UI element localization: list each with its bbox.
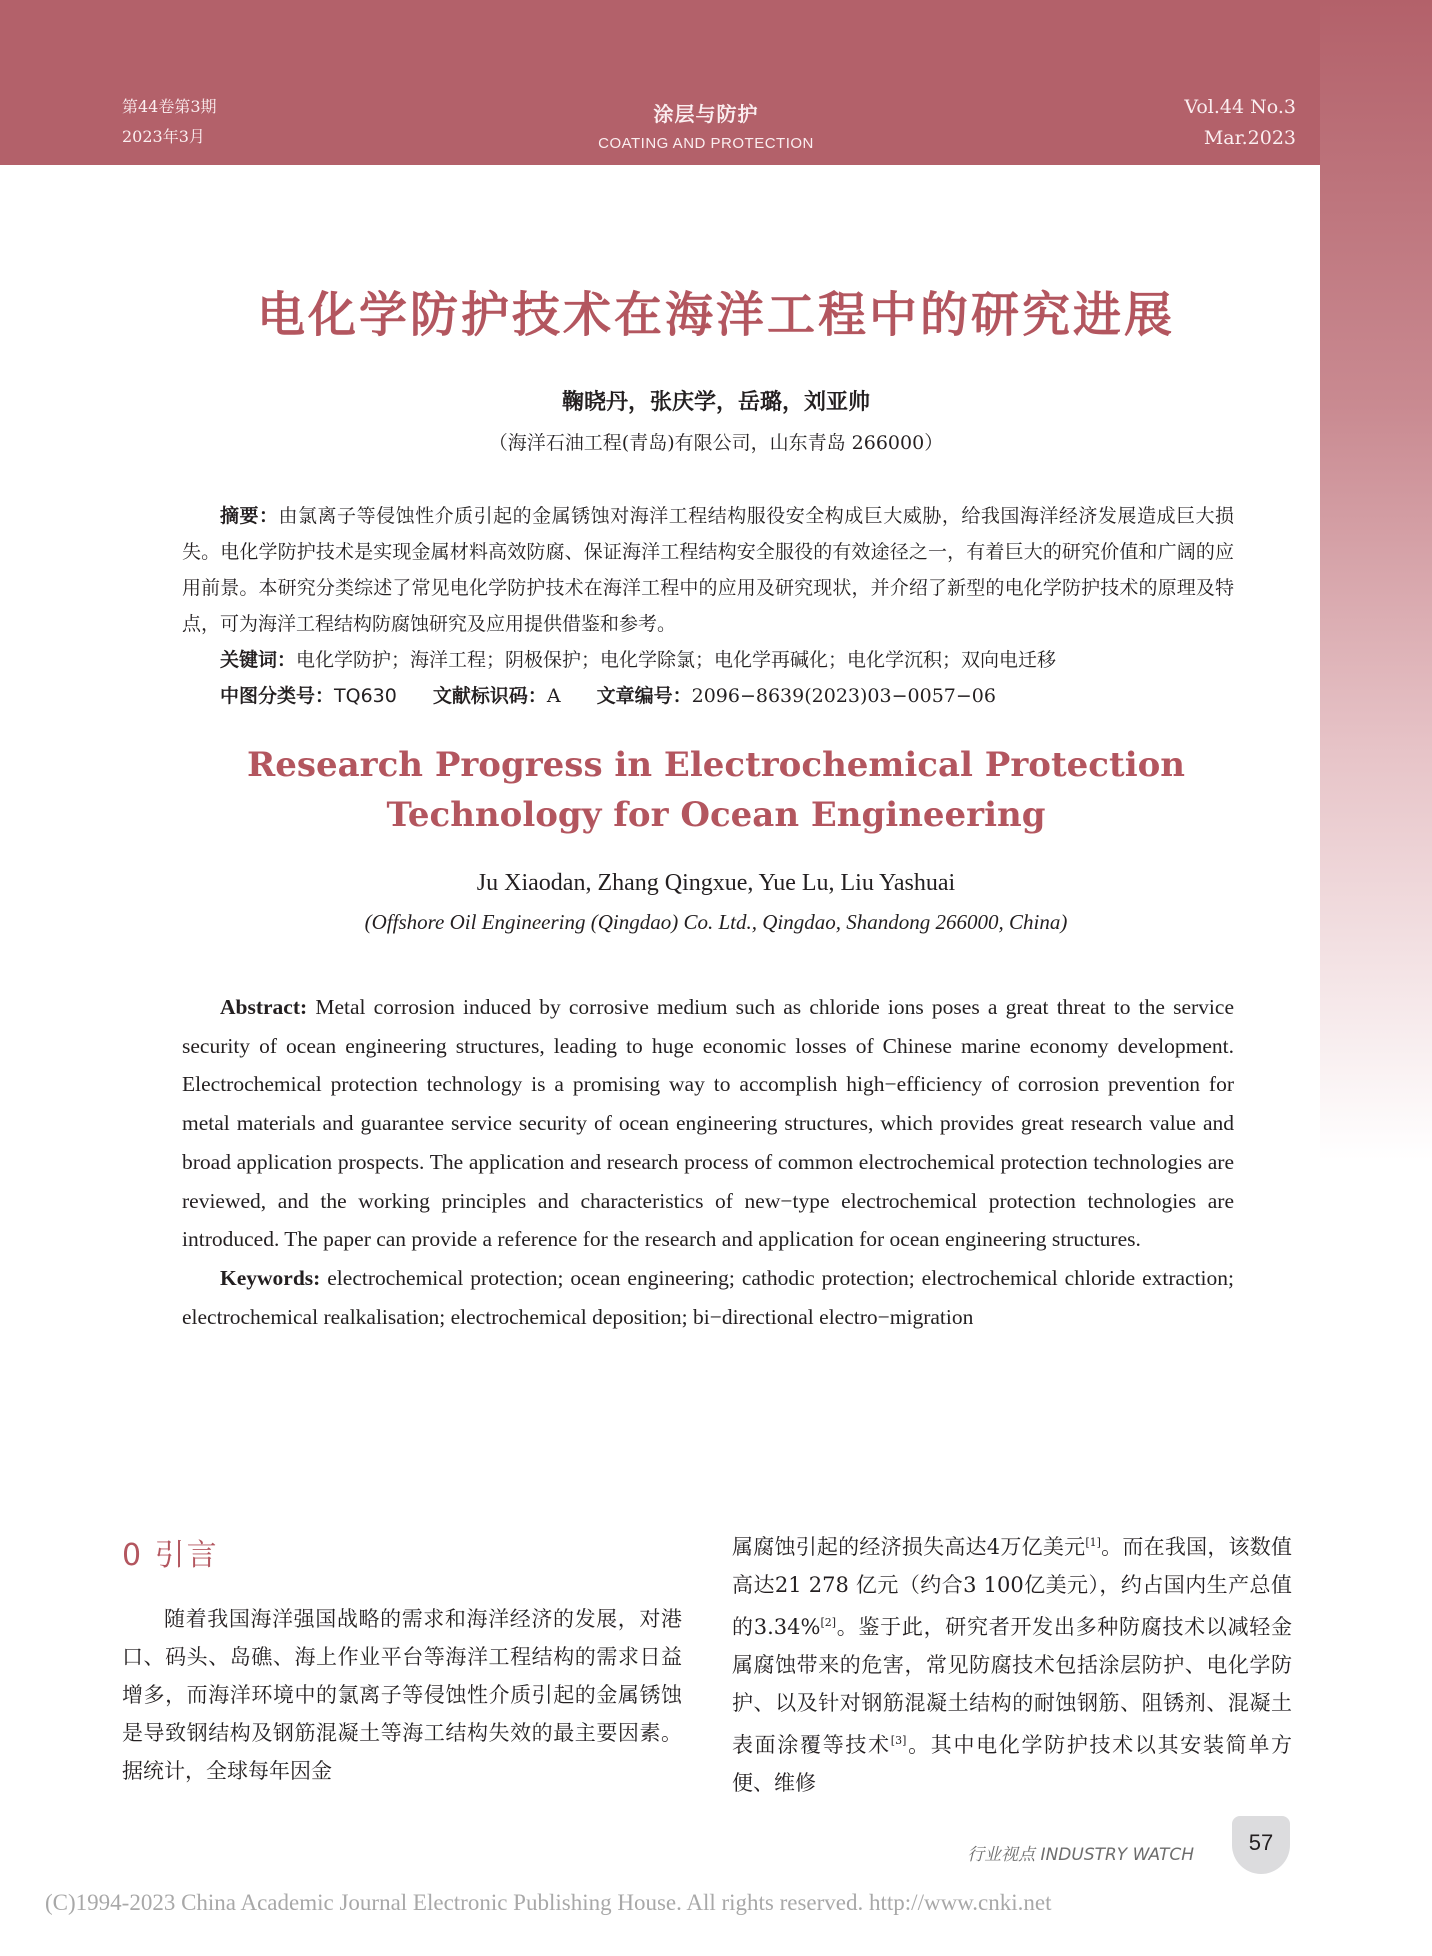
body-paragraph-right [732,1524,1292,1802]
volume-en: Vol.44 No.3 [1184,96,1296,118]
clc-value: TQ630 [334,685,397,707]
body-text-part4: 。其中电化学防护技术以其安装简单方便、维修 [732,1733,1293,1795]
abstract-cn-block [182,498,1234,714]
abstract-en-block [182,988,1234,1336]
abstract-cn-label: 摘要： [220,505,279,527]
paper-title-en-line2: Technology for Ocean Engineering [386,795,1046,835]
body-column-right [732,1524,1292,1802]
abstract-cn-text: 由氯离子等侵蚀性介质引起的金属锈蚀对海洋工程结构服役安全构成巨大威胁，给我国海洋经济发展造成巨大损失。电化学防护技术是实现金属材料高效防腐、保证海洋工程结构安全服役的有效途径之一，有着巨大的研究价值和广阔的应用前景。本研究分类综述了常见电化学防护技术在海洋工程中的应用及研究现状，并介绍了新型的电化学防护技术的原理及特点，可为海洋工程结构防腐蚀研究及应用提供借鉴和参考。 [182,505,1234,635]
date-cn: 2023年3月 [122,127,205,146]
abstract-en [182,988,1234,1259]
affiliation-cn: （海洋石油工程(青岛)有限公司，山东青岛 266000） [488,432,944,454]
section-heading: 0 引言 [122,1538,219,1573]
journal-name-cn: 涂层与防护 [653,102,759,126]
body-text-part3: 。鉴于此，研究者开发出多种防腐技术以减轻金属腐蚀带来的危害，常见防腐技术包括涂层防护、电化学防护、以及针对钢筋混凝土结构的耐蚀钢筋、阻锈剂、混凝土表面涂覆等技术 [732,1615,1293,1757]
citation-ref-1[interactable]: [1] [1085,1536,1101,1549]
footer-section-label: 行业视点 INDUSTRY WATCH [967,1845,1194,1865]
page-number-badge [1232,1816,1290,1874]
paper-title-cn: 电化学防护技术在海洋工程中的研究进展 [256,287,1175,343]
side-band [1320,0,1432,1160]
authors-cn: 鞠晓丹，张庆学，岳璐，刘亚帅 [561,390,870,415]
doc-code-label: 文献标识码： [432,685,547,707]
abstract-en-text: Metal corrosion induced by corrosive medium such as chloride ions poses a great threat to the service security of ocean engineering structures, leading to huge economic losses of Chinese marine economy development. Electrochemical protection technology is a promising way to accomplish high−efficiency of corrosion prevention for metal materials and guarantee service security of ocean engineering structures, which provides great research value and broad application prospects. The application and research process of common electrochemical protection technologies are reviewed, and the working principles and characteristics of new−type electrochemical protection technologies are introduced. The paper can provide a reference for the research and application for ocean engineering structures. [182,995,1234,1252]
classification-line [182,678,1234,714]
header-issue-en [1184,92,1296,154]
date-en: Mar.2023 [1203,127,1296,149]
keywords-cn-text: 电化学防护；海洋工程；阴极保护；电化学除氯；电化学再碱化；电化学沉积；双向电迁移 [296,649,1057,671]
body-column-left [122,1600,682,1790]
copyright-line: (C)1994-2023 China Academic Journal Electronic Publishing House. All rights reserved. http://www.cnki.net [45,1890,1052,1915]
volume-cn: 第44卷第3期 [122,97,217,116]
keywords-en-text: electrochemical protection; ocean engineering; cathodic protection; electrochemical chloride extraction; electrochemical realkalisation; electrochemical deposition; bi−directional electro−migration [182,1265,1234,1329]
page-number: 57 [1248,1830,1274,1855]
journal-name-en: COATING AND PROTECTION [598,135,814,152]
body-paragraph-left: 随着我国海洋强国战略的需求和海洋经济的发展，对港口、码头、岛礁、海上作业平台等海洋工程结构的需求日益增多，而海洋环境中的氯离子等侵蚀性介质引起的金属锈蚀是导致钢结构及钢筋混凝土等海工结构失效的最主要因素。据统计，全球每年因金 [122,1607,682,1783]
header-issue-cn [122,92,217,152]
clc-label: 中图分类号： [220,685,335,707]
body-text-part2: 。而在我国，该数值高达21 278 亿元（约合3 100亿美元），约占国内生产总值的3.34% [732,1535,1293,1639]
paper-title-en [0,740,1432,840]
paper-title-en-line1: Research Progress in Electrochemical Protection [246,745,1186,785]
doc-code-value: A [546,685,561,707]
citation-ref-3[interactable]: [3] [890,1734,907,1747]
article-no-value: 2096−8639(2023)03−0057−06 [691,685,996,707]
body-text-part1: 属腐蚀引起的经济损失高达4万亿美元 [732,1535,1086,1559]
keywords-en [182,1259,1234,1336]
journal-name [560,98,852,152]
abstract-cn [182,498,1234,642]
keywords-en-label: Keywords: [220,1265,321,1290]
abstract-en-label: Abstract: [220,995,308,1019]
affiliation-en: (Offshore Oil Engineering (Qingdao) Co. Ltd., Qingdao, Shandong 266000, China) [364,910,1068,934]
article-no-label: 文章编号： [596,685,692,707]
keywords-cn [182,642,1234,678]
citation-ref-2[interactable]: [2] [820,1616,837,1629]
authors-en: Ju Xiaodan, Zhang Qingxue, Yue Lu, Liu Yashuai [476,870,956,896]
keywords-cn-label: 关键词： [220,649,297,671]
